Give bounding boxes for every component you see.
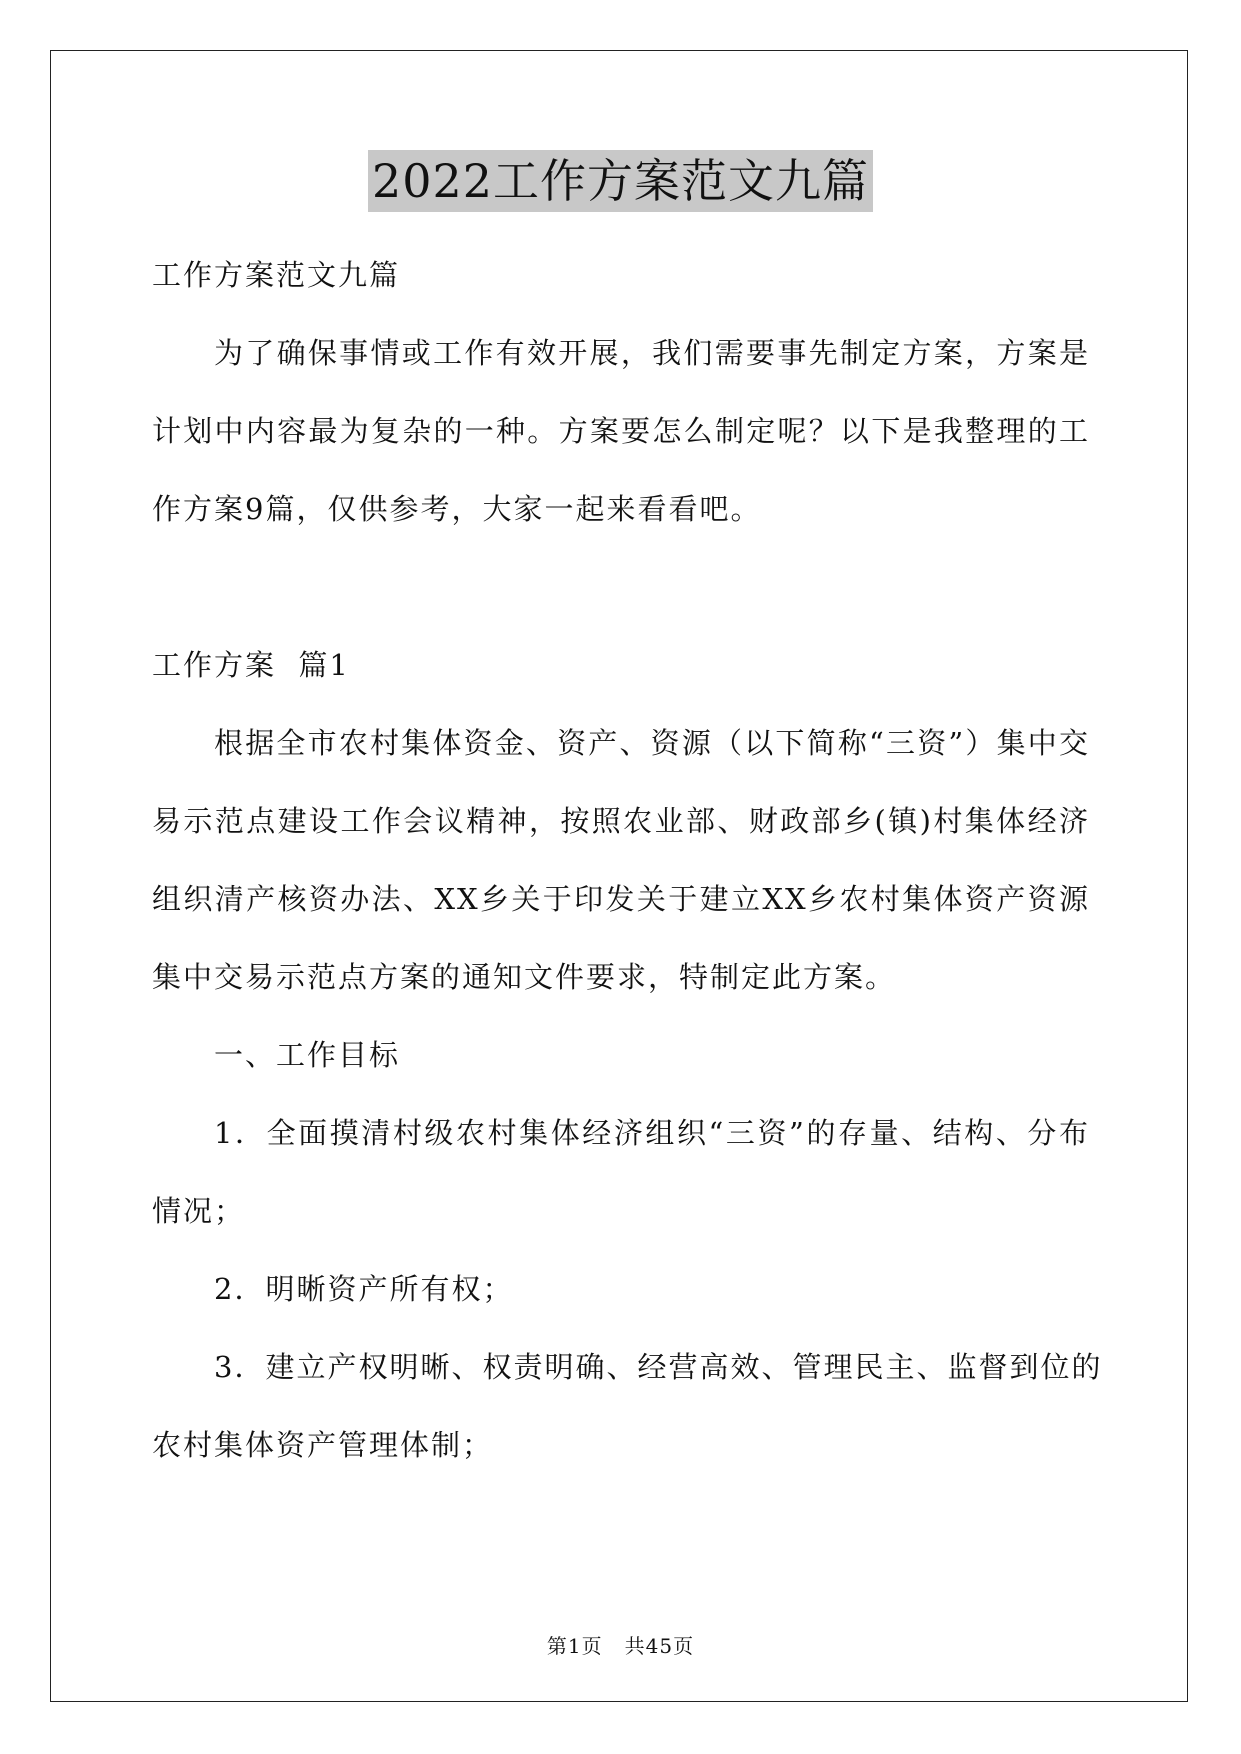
intro-line: 为了确保事情或工作有效开展，我们需要事先制定方案，方案是 — [214, 336, 1090, 370]
goal-item-line: 农村集体资产管理体制； — [152, 1428, 494, 1462]
section-paragraph-line: 组织清产核资办法、XX乡关于印发关于建立XX乡农村集体资产资源 — [152, 882, 1090, 916]
section-heading: 工作方案 篇1 — [152, 648, 350, 682]
intro-line: 作方案9篇，仅供参考，大家一起来看看吧。 — [152, 492, 762, 526]
goal-heading: 一、工作目标 — [214, 1038, 401, 1072]
section-paragraph-line: 易示范点建设工作会议精神，按照农业部、财政部乡(镇)村集体经济 — [152, 804, 1090, 838]
goal-item-line: 3．建立产权明晰、权责明确、经营高效、管理民主、监督到位的 — [214, 1350, 1103, 1384]
title-wrap — [0, 150, 1241, 212]
paragraph-gap — [152, 548, 1090, 626]
document-subtitle: 工作方案范文九篇 — [152, 258, 401, 292]
page-footer — [0, 1630, 1241, 1659]
page-number: 第1页 共45页 — [546, 1634, 695, 1658]
goal-item-line: 1．全面摸清村级农村集体经济组织“三资”的存量、结构、分布 — [214, 1116, 1090, 1150]
intro-line: 计划中内容最为复杂的一种。方案要怎么制定呢？以下是我整理的工 — [152, 414, 1090, 448]
document-body — [152, 236, 1103, 1484]
goal-item-line: 2．明晰资产所有权； — [214, 1272, 514, 1306]
section-paragraph-line: 根据全市农村集体资金、资产、资源（以下简称“三资”）集中交 — [214, 726, 1090, 760]
goal-item-line: 情况； — [152, 1194, 246, 1228]
document-title: 2022工作方案范文九篇 — [368, 150, 873, 212]
section-paragraph-line: 集中交易示范点方案的通知文件要求，特制定此方案。 — [152, 960, 897, 994]
